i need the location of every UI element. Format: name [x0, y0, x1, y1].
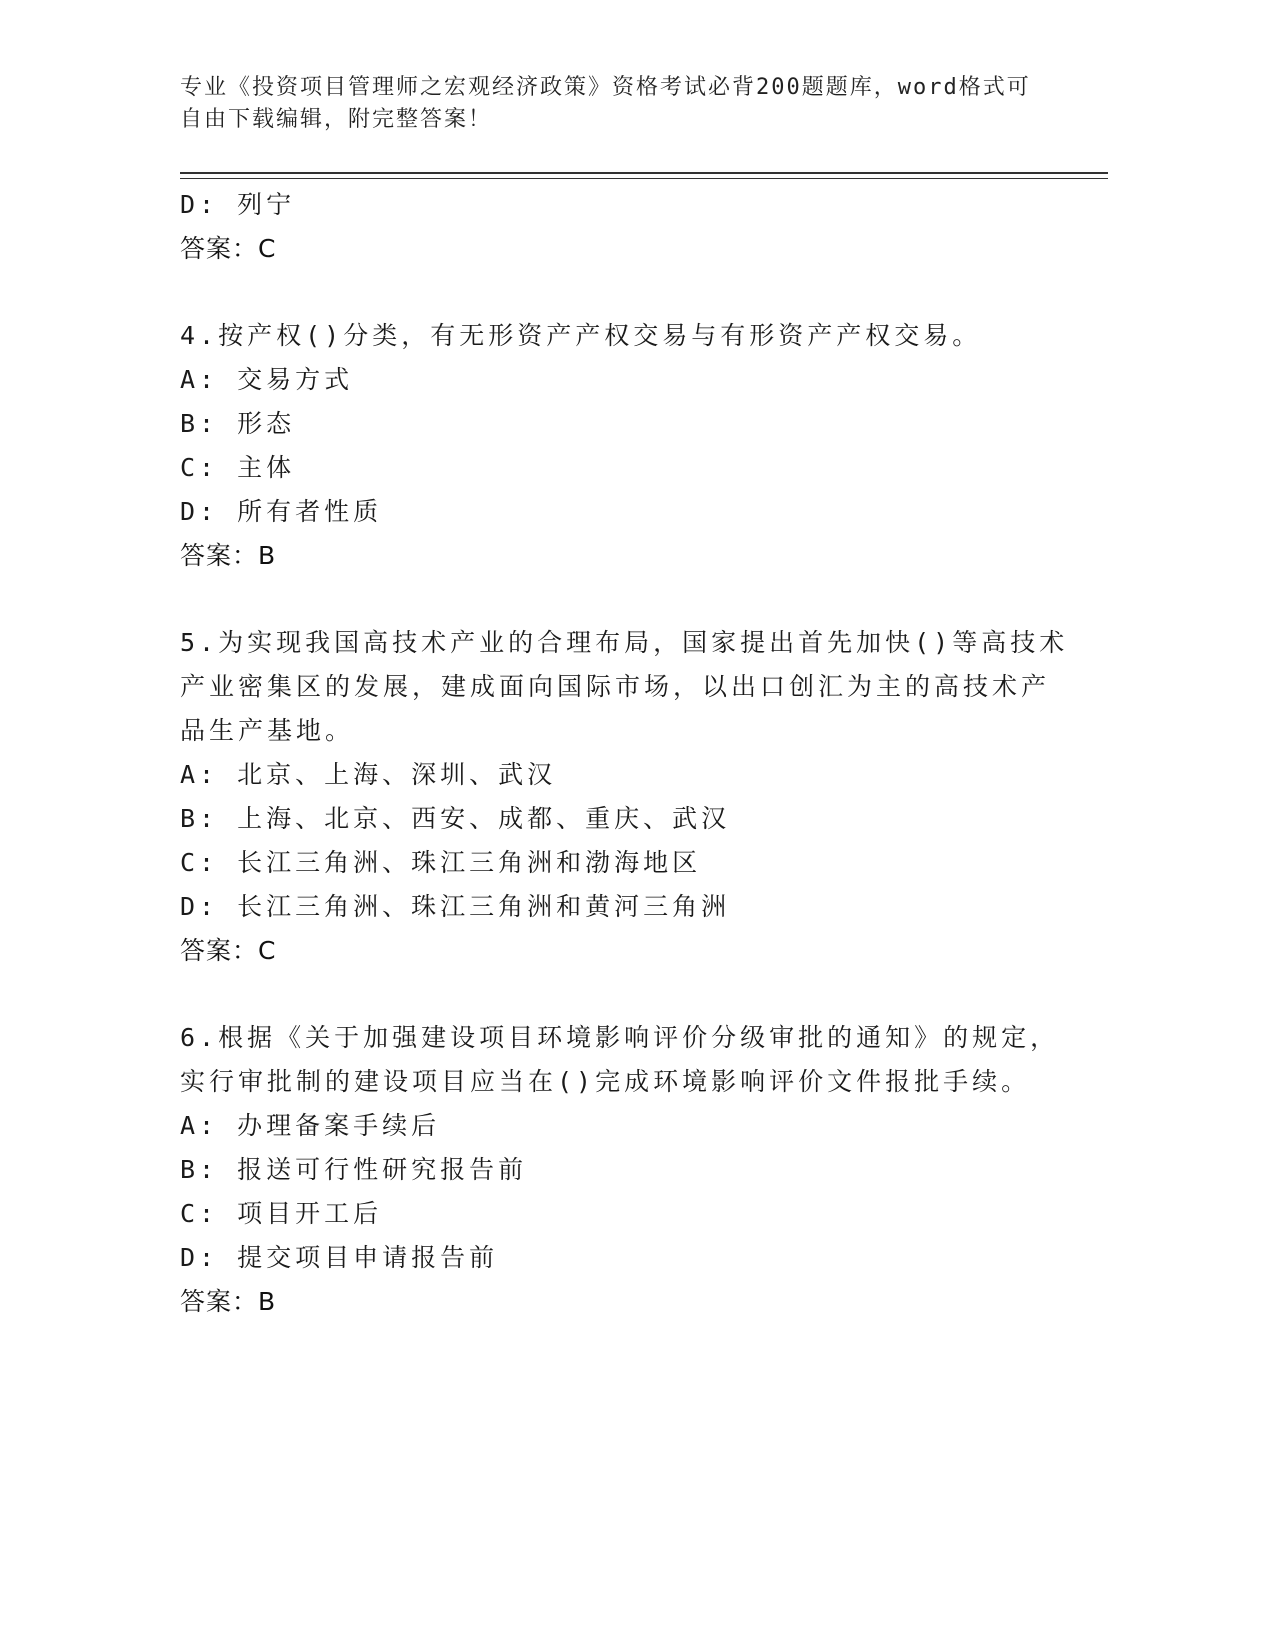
header-divider-thin — [180, 178, 1108, 179]
question-stem-line-2: 产业密集区的发展，建成面向国际市场，以出口创汇为主的高技术产 — [180, 672, 1051, 701]
option-c: C: 主体 — [180, 453, 296, 482]
question-4 — [180, 314, 1080, 578]
option-b: B: 形态 — [180, 409, 296, 438]
spacer — [180, 578, 1080, 621]
question-3-tail — [180, 183, 1080, 271]
header-divider-thick — [180, 172, 1108, 174]
option-a: A: 北京、上海、深圳、武汉 — [180, 760, 557, 789]
question-6 — [180, 1016, 1080, 1324]
option-d: D: 所有者性质 — [180, 497, 383, 526]
option-b: B: 报送可行性研究报告前 — [180, 1155, 528, 1184]
answer: 答案：B — [180, 541, 277, 570]
answer: 答案：C — [180, 234, 277, 263]
document-header — [180, 72, 1080, 136]
spacer — [180, 271, 1080, 314]
header-title-line-2: 自由下载编辑，附完整答案！ — [180, 107, 493, 132]
option-d: D: 长江三角洲、珠江三角洲和黄河三角洲 — [180, 892, 731, 921]
answer: 答案：C — [180, 936, 277, 965]
question-stem-line-3: 品生产基地。 — [180, 716, 355, 745]
question-stem-line-1: 6.根据《关于加强建设项目环境影响评价分级审批的通知》的规定， — [180, 1023, 1060, 1052]
question-stem-line-2: 实行审批制的建设项目应当在()完成环境影响评价文件报批手续。 — [180, 1067, 1031, 1096]
spacer — [180, 973, 1080, 1016]
question-stem-line-1: 5.为实现我国高技术产业的合理布局，国家提出首先加快()等高技术 — [180, 628, 1069, 657]
option-b: B: 上海、北京、西安、成都、重庆、武汉 — [180, 804, 731, 833]
header-title-line-1: 专业《投资项目管理师之宏观经济政策》资格考试必背200题题库，word格式可 — [180, 75, 1031, 100]
option-a: A: 交易方式 — [180, 365, 354, 394]
answer: 答案：B — [180, 1287, 277, 1316]
option-c: C: 项目开工后 — [180, 1199, 383, 1228]
option-c: C: 长江三角洲、珠江三角洲和渤海地区 — [180, 848, 702, 877]
question-stem: 4.按产权()分类，有无形资产产权交易与有形资产产权交易。 — [180, 321, 982, 350]
option-d: D: 列宁 — [180, 190, 296, 219]
question-list — [180, 183, 1080, 1324]
option-a: A: 办理备案手续后 — [180, 1111, 441, 1140]
question-5 — [180, 621, 1080, 973]
option-d: D: 提交项目申请报告前 — [180, 1243, 499, 1272]
